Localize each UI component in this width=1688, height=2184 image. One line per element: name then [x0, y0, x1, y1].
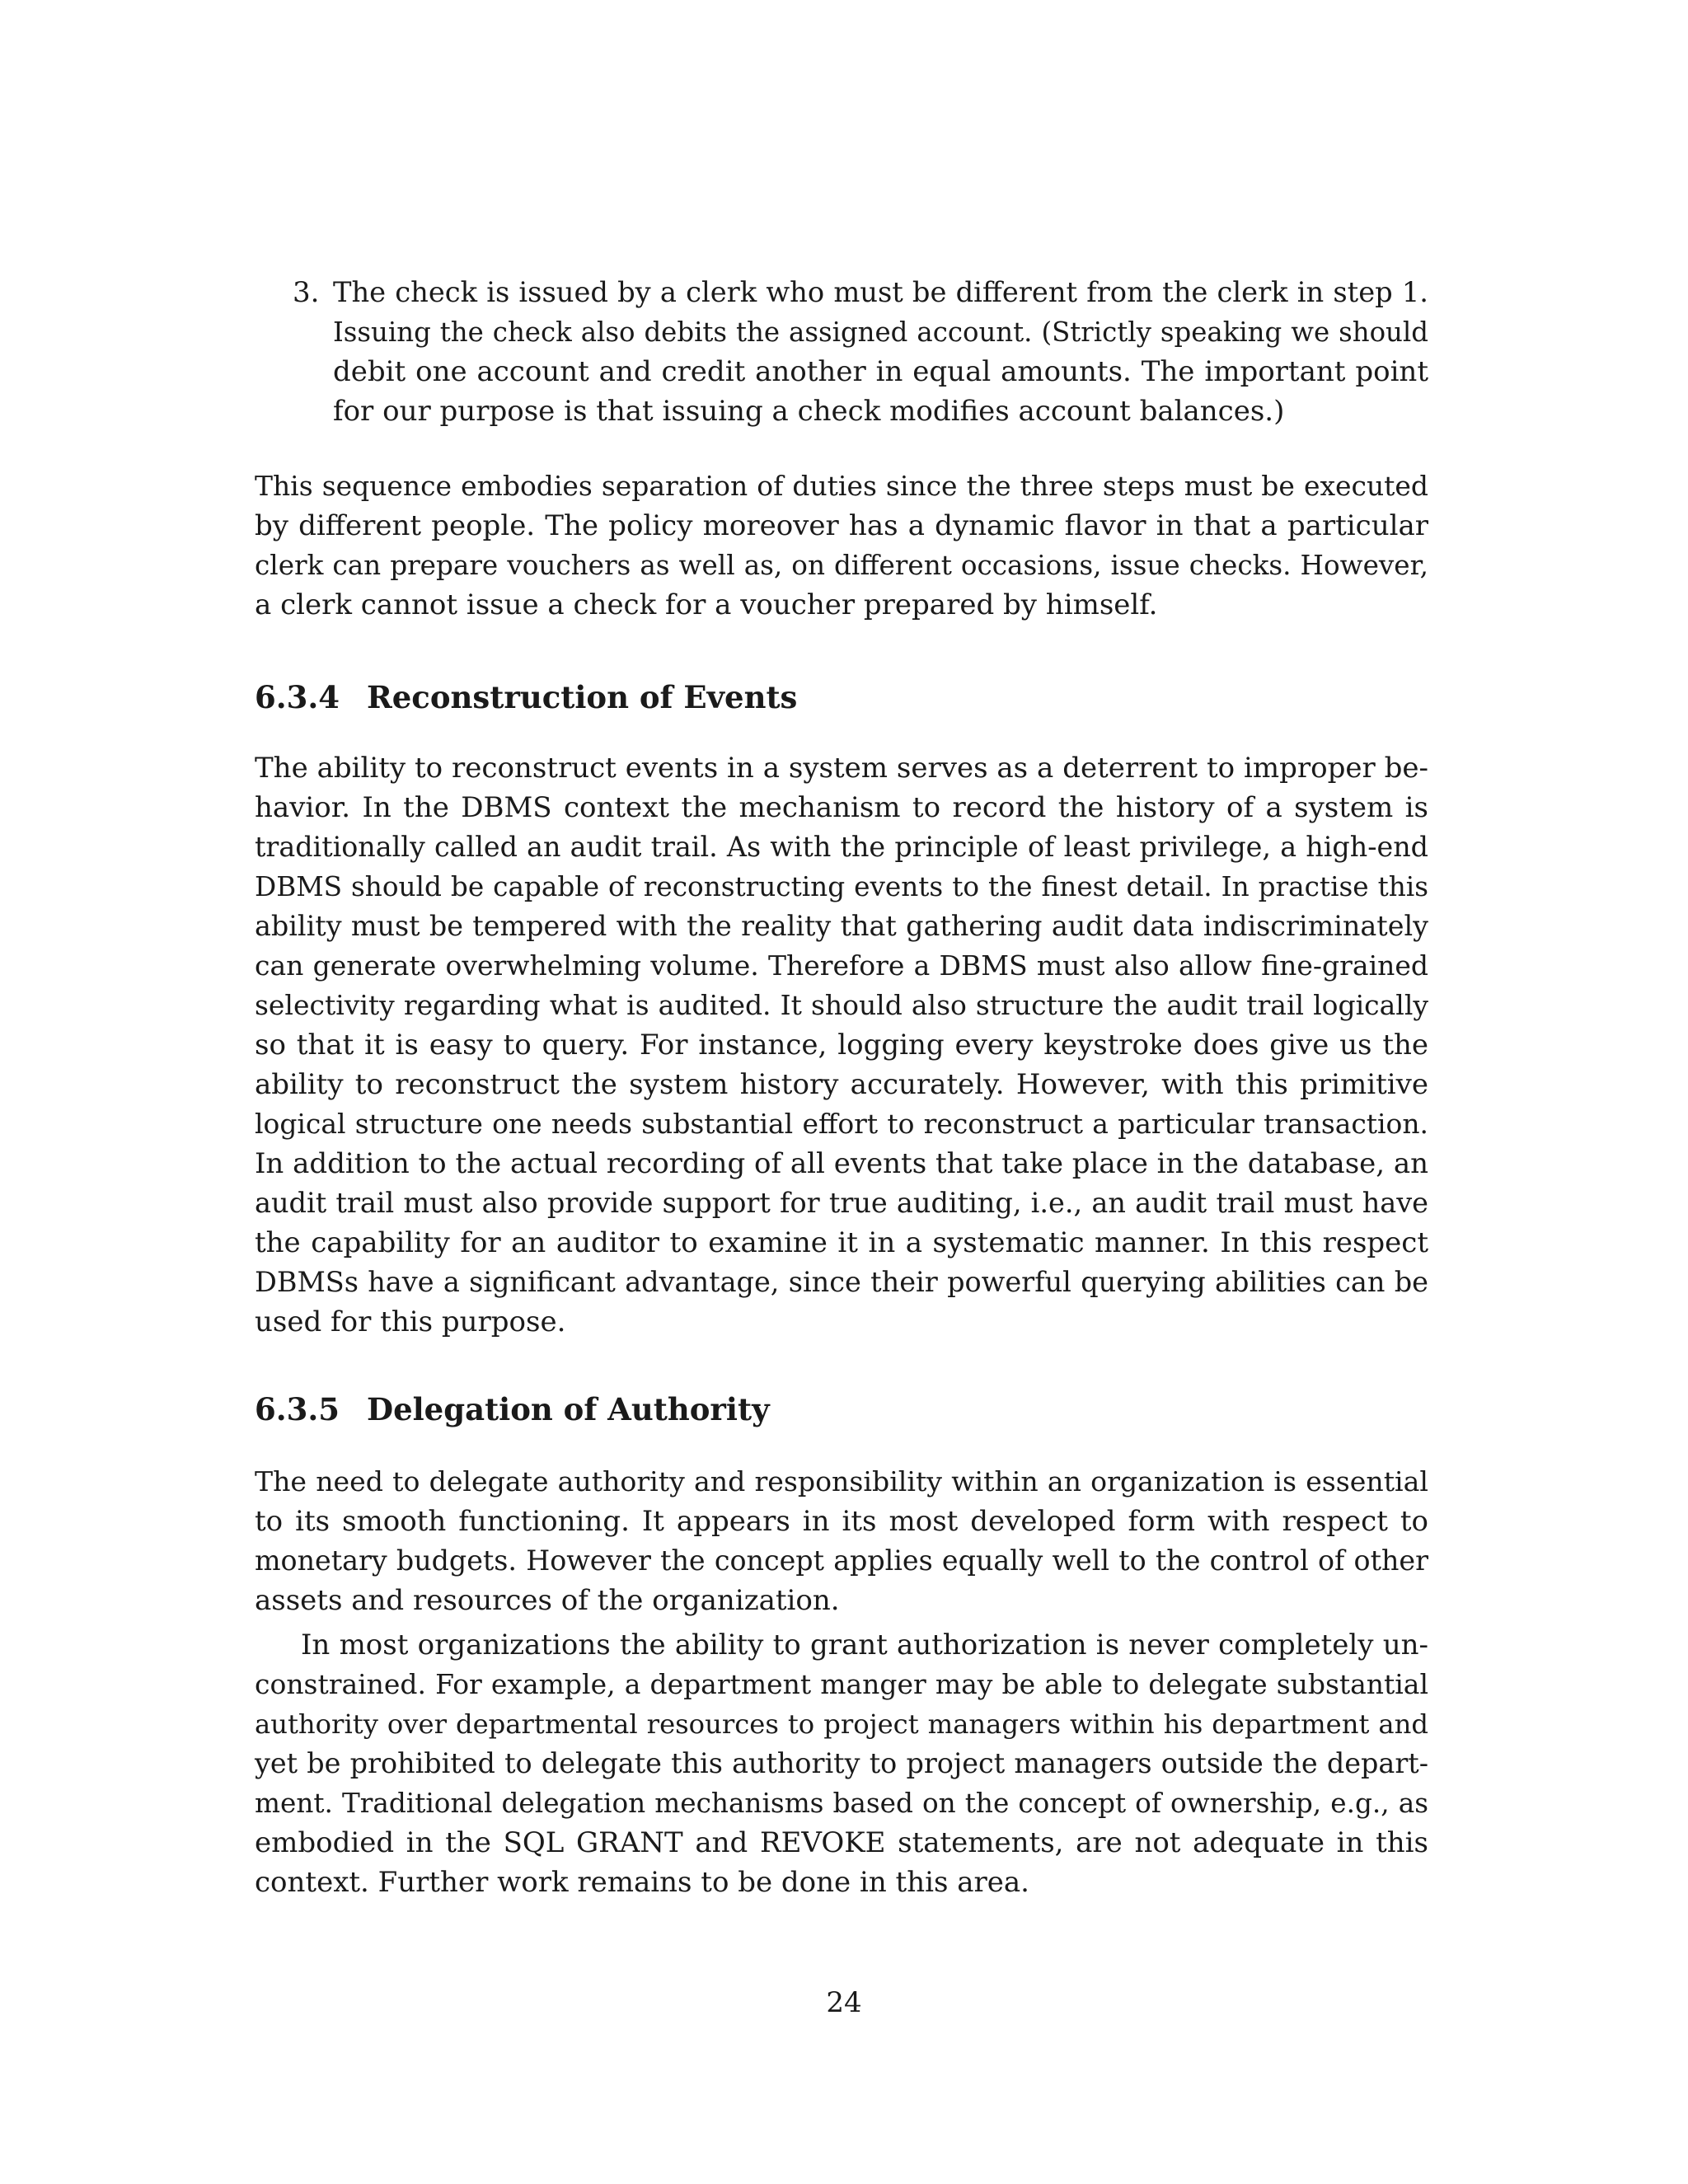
section-title: Reconstruction of Events: [367, 679, 798, 715]
text-line: DBMS should be capable of reconstructing events to the finest detail. In practise this: [255, 871, 1428, 902]
text-line: yet be prohibited to delegate this authority to project managers outside the depart-: [255, 1747, 1428, 1779]
text-line: constrained. For example, a department manger may be able to delegate substantial: [255, 1668, 1428, 1700]
text-line: The ability to reconstruct events in a system serves as a deterrent to improper be-: [255, 752, 1428, 785]
text-line: by different people. The policy moreover has a dynamic flavor in that a particular: [255, 509, 1428, 542]
list-item-text: [333, 273, 1428, 431]
paragraph-separation-of-duties: [255, 466, 1428, 625]
list-item-number: 3.: [293, 276, 320, 309]
text-line: havior. In the DBMS context the mechanism to record the history of a system is: [255, 791, 1428, 824]
text-line: to its smooth functioning. It appears in its most developed form with respect to: [255, 1505, 1428, 1538]
text-line: selectivity regarding what is audited. It should also structure the audit trail logically: [255, 989, 1428, 1021]
text-line: ment. Traditional delegation mechanisms based on the concept of ownership, e.g., as: [255, 1788, 1428, 1819]
text-line: the capability for an auditor to examine it in a systematic manner. In this respect: [255, 1226, 1428, 1259]
text-line: In most organizations the ability to grant authorization is never completely un-: [301, 1629, 1428, 1661]
text-line: The check is issued by a clerk who must be different from the clerk in step 1.: [333, 276, 1428, 308]
text-line: for our purpose is that issuing a check modifies account balances.): [333, 395, 1285, 428]
section-number: 6.3.4: [255, 679, 340, 715]
section-title: Delegation of Authority: [367, 1391, 770, 1427]
section-heading-6-3-4: [255, 677, 797, 717]
text-line: logical structure one needs substantial effort to reconstruct a particular transaction.: [255, 1108, 1428, 1140]
text-line: used for this purpose.: [255, 1305, 566, 1338]
text-line: embodied in the SQL GRANT and REVOKE statements, are not adequate in this: [255, 1826, 1428, 1859]
text-line: so that it is easy to query. For instance, logging every keystroke does give us the: [255, 1029, 1428, 1062]
paragraph-delegation-constraints: [255, 1625, 1428, 1902]
text-line: debit one account and credit another in equal amounts. The important point: [333, 355, 1428, 388]
text-line: The need to delegate authority and responsibility within an organization is essential: [255, 1465, 1428, 1497]
text-line: Issuing the check also debits the assigned account. (Strictly speaking we should: [333, 316, 1428, 348]
text-line: In addition to the actual recording of all events that take place in the database, an: [255, 1147, 1429, 1180]
section-heading-6-3-5: [255, 1390, 770, 1429]
text-line: traditionally called an audit trail. As with the principle of least privilege, a high-end: [255, 831, 1428, 863]
text-line: assets and resources of the organization.: [255, 1584, 840, 1617]
text-line: can generate overwhelming volume. Therefore a DBMS must also allow fine-grained: [255, 949, 1428, 982]
text-line: authority over departmental resources to project managers within his department and: [255, 1708, 1428, 1740]
text-line: audit trail must also provide support for true auditing, i.e., an audit trail must have: [255, 1187, 1428, 1219]
text-line: ability to reconstruct the system history accurately. However, with this primitive: [255, 1068, 1428, 1101]
section-number: 6.3.5: [255, 1391, 340, 1427]
text-line: This sequence embodies separation of duties since the three steps must be executed: [255, 470, 1428, 502]
paragraph-reconstruction-of-events: [255, 748, 1428, 1342]
text-line: a clerk cannot issue a check for a voucher prepared by himself.: [255, 588, 1158, 621]
text-line: context. Further work remains to be done in this area.: [255, 1866, 1029, 1899]
paragraph-delegation-intro: [255, 1462, 1428, 1620]
page-number: 24: [826, 1986, 862, 2019]
text-line: monetary budgets. However the concept applies equally well to the control of other: [255, 1544, 1428, 1577]
text-line: DBMSs have a significant advantage, since their powerful querying abilities can be: [255, 1266, 1428, 1298]
text-line: clerk can prepare vouchers as well as, on different occasions, issue checks. However,: [255, 550, 1428, 581]
text-line: ability must be tempered with the reality that gathering audit data indiscriminately: [255, 910, 1428, 942]
